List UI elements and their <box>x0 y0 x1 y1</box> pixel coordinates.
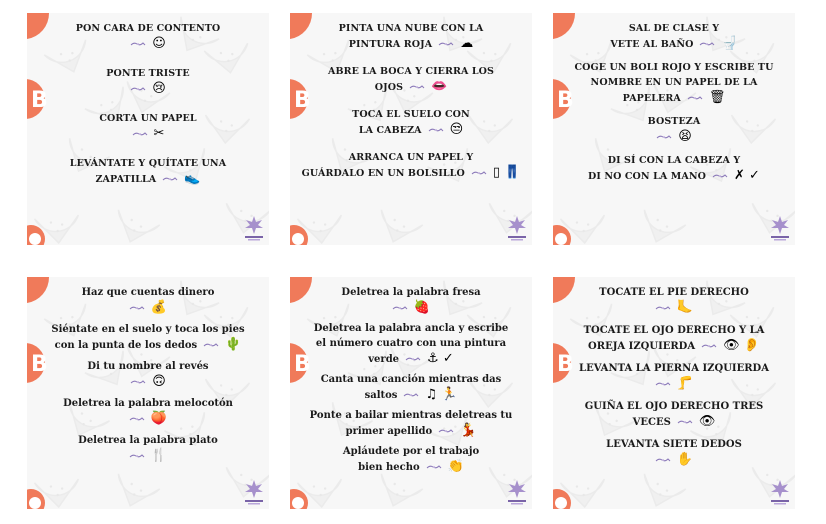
task-line-row <box>63 396 233 411</box>
task-line-row <box>316 336 506 351</box>
mini-signature-icon <box>655 457 671 463</box>
task-text: PAPELERA <box>622 92 681 104</box>
task-line-row <box>610 36 737 52</box>
icon-row <box>129 448 167 464</box>
task-text: Di tu nombre al revés <box>87 361 209 372</box>
task-text: Ponte a bailar mientras deletreas tu <box>309 410 513 421</box>
mini-signature-icon <box>655 381 671 387</box>
task-line-row <box>584 323 765 338</box>
icon-row <box>655 300 693 316</box>
task-line-row <box>648 114 701 129</box>
mini-signature-icon <box>129 416 145 422</box>
mini-signature-icon <box>701 343 717 349</box>
task-line-row <box>341 285 480 300</box>
cross-check-icon: ✗ ✓ <box>734 168 760 183</box>
mini-signature-icon <box>130 86 146 92</box>
task-text: TOCATE EL PIE DERECHO <box>599 287 749 298</box>
task-text: PINTURA ROJA <box>348 38 433 50</box>
task-item <box>310 408 513 439</box>
mini-signature-icon <box>162 176 178 182</box>
task-text: Haz que cuentas dinero <box>81 287 215 298</box>
mini-signature-icon <box>677 419 693 425</box>
task-item <box>70 156 226 187</box>
task-line-row <box>368 351 453 367</box>
task-text: CORTA UN PAPEL <box>99 113 197 124</box>
task-line-row <box>87 359 208 374</box>
task-text: LEVÁNTATE Y QUÍTATE UNA <box>69 158 227 169</box>
task-card-3 <box>553 13 795 245</box>
task-line-row <box>585 399 764 414</box>
task-item <box>584 323 765 354</box>
task-line-row <box>78 433 218 448</box>
task-text: ZAPATILLA <box>95 173 157 185</box>
task-text: ABRE LA BOCA Y CIERRA LOS <box>327 66 495 77</box>
svg-text:B: B <box>294 352 311 377</box>
svg-text:B: B <box>31 88 48 113</box>
mini-signature-icon <box>130 41 146 47</box>
task-text: OREJA IZQUIERDA <box>588 340 696 352</box>
task-text: ARRANCA UN PAPEL Y <box>348 152 474 163</box>
mini-signature-icon <box>129 453 145 459</box>
task-text: GUÁRDALO EN UN BOLSILLO <box>301 167 465 179</box>
foot-icon: 🦶 <box>676 300 694 315</box>
task-line-row <box>302 165 521 181</box>
task-item <box>599 285 749 316</box>
brand-logo <box>768 214 792 242</box>
task-item <box>302 150 521 181</box>
task-card-4 <box>27 277 269 509</box>
task-item <box>76 21 221 52</box>
clap-icon: 👏 <box>447 459 464 474</box>
task-text: LEVANTA LA PIERNA IZQUIERDA <box>579 363 769 374</box>
mini-signature-icon <box>471 170 487 176</box>
task-item <box>341 285 480 316</box>
task-text: Deletrea la palabra melocotón <box>63 398 233 409</box>
scissors-icon: ✂ <box>153 126 165 141</box>
svg-text:B: B <box>31 352 48 377</box>
task-text: bien hecho <box>358 461 420 473</box>
upside-down-face-icon: 🙃 <box>152 374 166 389</box>
card-content <box>290 277 532 509</box>
task-item <box>579 361 769 392</box>
mini-signature-icon <box>656 134 672 140</box>
icon-row <box>129 411 167 427</box>
task-line-row <box>359 122 463 138</box>
task-item <box>575 60 774 106</box>
task-line-row <box>358 459 464 475</box>
task-item <box>82 285 215 316</box>
task-line-row <box>352 107 470 122</box>
task-text: Deletrea la palabra fresa <box>341 287 481 298</box>
smiley-icon: ☺ <box>152 36 166 51</box>
task-text: LEVANTA SIETE DEDOS <box>606 439 742 450</box>
icon-row <box>132 126 165 142</box>
card-content <box>27 13 269 245</box>
mini-signature-icon <box>438 428 454 434</box>
task-item <box>648 114 701 145</box>
task-line-row <box>579 361 769 376</box>
task-text: OJOS <box>374 81 404 93</box>
mini-signature-icon <box>203 342 219 348</box>
task-item <box>63 396 233 427</box>
music-dance-icon: ♫ 🏃 <box>425 387 458 402</box>
task-item <box>585 399 764 430</box>
task-text: SAL DE CLASE Y <box>628 23 720 34</box>
task-text: VECES <box>632 416 671 428</box>
brand-logo <box>242 214 266 242</box>
icon-row <box>130 81 166 97</box>
task-item <box>343 444 479 475</box>
task-line-row <box>346 423 477 439</box>
toilet-icon: 🚽 <box>721 36 738 51</box>
task-text: saltos <box>364 389 398 401</box>
mini-signature-icon <box>409 84 425 90</box>
task-line-row <box>606 437 742 452</box>
task-line-row <box>314 321 509 336</box>
task-item <box>352 107 470 138</box>
task-text: primer apellido <box>345 425 433 437</box>
yawn-icon: 😫 <box>678 129 692 144</box>
task-line-row <box>365 387 458 403</box>
task-line-row <box>623 90 726 106</box>
task-line-row <box>328 64 494 79</box>
brand-logo <box>242 478 266 506</box>
svg-text:B: B <box>557 88 574 113</box>
anchor-check-icon: ⚓ ✓ <box>427 351 454 366</box>
task-line-row <box>349 150 474 165</box>
task-text: DI SÍ CON LA CABEZA Y <box>607 155 741 166</box>
task-text: DI NO CON LA MANO <box>588 170 707 182</box>
task-item <box>51 322 244 353</box>
task-line-row <box>588 338 760 354</box>
task-text: VETE AL BAÑO <box>610 38 694 50</box>
leg-icon: 🦵 <box>676 376 694 391</box>
face-icon: 😒 <box>449 122 464 137</box>
task-line-row <box>55 337 242 353</box>
task-line-row <box>591 75 758 90</box>
task-text: COGE UN BOLI ROJO Y ESCRIBE TU <box>574 62 774 73</box>
task-text: Apláudete por el trabajo <box>342 446 480 457</box>
task-line-row <box>310 408 513 423</box>
task-text: NOMBRE EN UN PAPEL DE LA <box>590 77 758 88</box>
task-line-row <box>633 414 716 430</box>
shoe-icon: 👟 <box>184 171 201 186</box>
task-item <box>339 21 484 52</box>
task-line-row <box>96 171 201 187</box>
task-line-row <box>99 111 196 126</box>
card-content <box>553 13 795 245</box>
task-item <box>99 111 196 142</box>
task-text: el número cuatro con una pintura <box>315 338 507 349</box>
mini-signature-icon <box>132 131 148 137</box>
lips-icon: 👄 <box>431 79 448 94</box>
icon-row <box>655 452 693 468</box>
svg-text:B: B <box>557 352 574 377</box>
icon-row <box>129 300 167 316</box>
task-text: LA CABEZA <box>358 124 422 136</box>
task-line-row <box>349 36 473 52</box>
task-line-row <box>339 21 484 36</box>
mini-signature-icon <box>392 305 408 311</box>
task-text: Deletrea la palabra ancla y escribe <box>313 323 509 334</box>
eye-ear-icon: 👁 👂 <box>723 338 760 353</box>
mini-signature-icon <box>405 356 421 362</box>
brand-logo <box>768 478 792 506</box>
task-text: Deletrea la palabra plato <box>78 435 218 446</box>
mini-signature-icon <box>712 173 728 179</box>
task-line-row <box>76 21 221 36</box>
task-item <box>610 21 737 52</box>
task-text: Siéntate en el suelo y toca los pies <box>51 324 245 335</box>
task-item <box>106 66 190 97</box>
task-item <box>78 433 218 464</box>
task-line-row <box>51 322 244 337</box>
icon-row <box>392 300 430 316</box>
mini-signature-icon <box>438 41 454 47</box>
task-line-row <box>629 21 719 36</box>
task-line-row <box>106 66 190 81</box>
mini-signature-icon <box>655 305 671 311</box>
strawberry-icon: 🍓 <box>413 300 431 315</box>
task-text: con la punta de los dedos <box>54 339 198 351</box>
task-card-5 <box>290 277 532 509</box>
task-text: PON CARA DE CONTENTO <box>75 23 221 34</box>
paper-pants-icon: ▯ 👖 <box>492 165 521 180</box>
card-content <box>553 277 795 509</box>
bin-icon: 🗑 <box>708 90 726 105</box>
mini-signature-icon <box>699 41 715 47</box>
mini-signature-icon <box>130 379 146 385</box>
icon-row <box>130 36 166 52</box>
task-line-row <box>588 168 760 184</box>
money-icon: 💰 <box>150 300 168 315</box>
task-item <box>321 372 502 403</box>
cloud-icon: ☁ <box>460 36 474 51</box>
task-item <box>588 153 760 184</box>
task-line-row <box>321 372 502 387</box>
peach-icon: 🍑 <box>150 411 168 426</box>
dancer-icon: 💃 <box>460 423 477 438</box>
brand-logo <box>505 478 529 506</box>
sad-face-icon: 😢 <box>152 81 166 96</box>
mini-signature-icon <box>129 305 145 311</box>
brand-logo <box>505 214 529 242</box>
task-item <box>314 321 509 367</box>
task-line-row <box>82 285 215 300</box>
task-text: TOCATE EL OJO DERECHO Y LA <box>583 325 765 336</box>
task-item <box>606 437 742 468</box>
task-card-6 <box>553 277 795 509</box>
mini-signature-icon <box>426 464 442 470</box>
svg-text:B: B <box>294 88 311 113</box>
icon-row <box>656 129 692 145</box>
plate-icon: 🍴 <box>150 448 168 463</box>
task-text: BOSTEZA <box>647 116 701 127</box>
eye-icon: 👁 <box>698 414 716 429</box>
task-text: PINTA UNA NUBE CON LA <box>338 23 484 34</box>
task-line-row <box>599 285 749 300</box>
mini-signature-icon <box>428 127 444 133</box>
mini-signature-icon <box>687 95 703 101</box>
task-line-row <box>70 156 226 171</box>
task-line-row <box>575 60 774 75</box>
task-line-row <box>608 153 740 168</box>
card-content <box>290 13 532 245</box>
task-text: Canta una canción mientras das <box>320 374 502 385</box>
task-card-1 <box>27 13 269 245</box>
card-content <box>27 277 269 509</box>
task-line-row <box>375 79 448 95</box>
task-text: verde <box>368 353 400 365</box>
mini-signature-icon <box>403 392 419 398</box>
hand-icon: ✋ <box>676 452 694 467</box>
task-text: GUIÑA EL OJO DERECHO TRES <box>584 401 764 412</box>
task-item <box>87 359 208 390</box>
task-text: PONTE TRISTE <box>106 68 190 79</box>
task-line-row <box>343 444 479 459</box>
task-text: TOCA EL SUELO CON <box>352 109 470 120</box>
cactus-icon: 🌵 <box>225 337 242 352</box>
icon-row <box>130 374 166 390</box>
task-card-2 <box>290 13 532 245</box>
task-item <box>328 64 494 95</box>
icon-row <box>655 376 693 392</box>
